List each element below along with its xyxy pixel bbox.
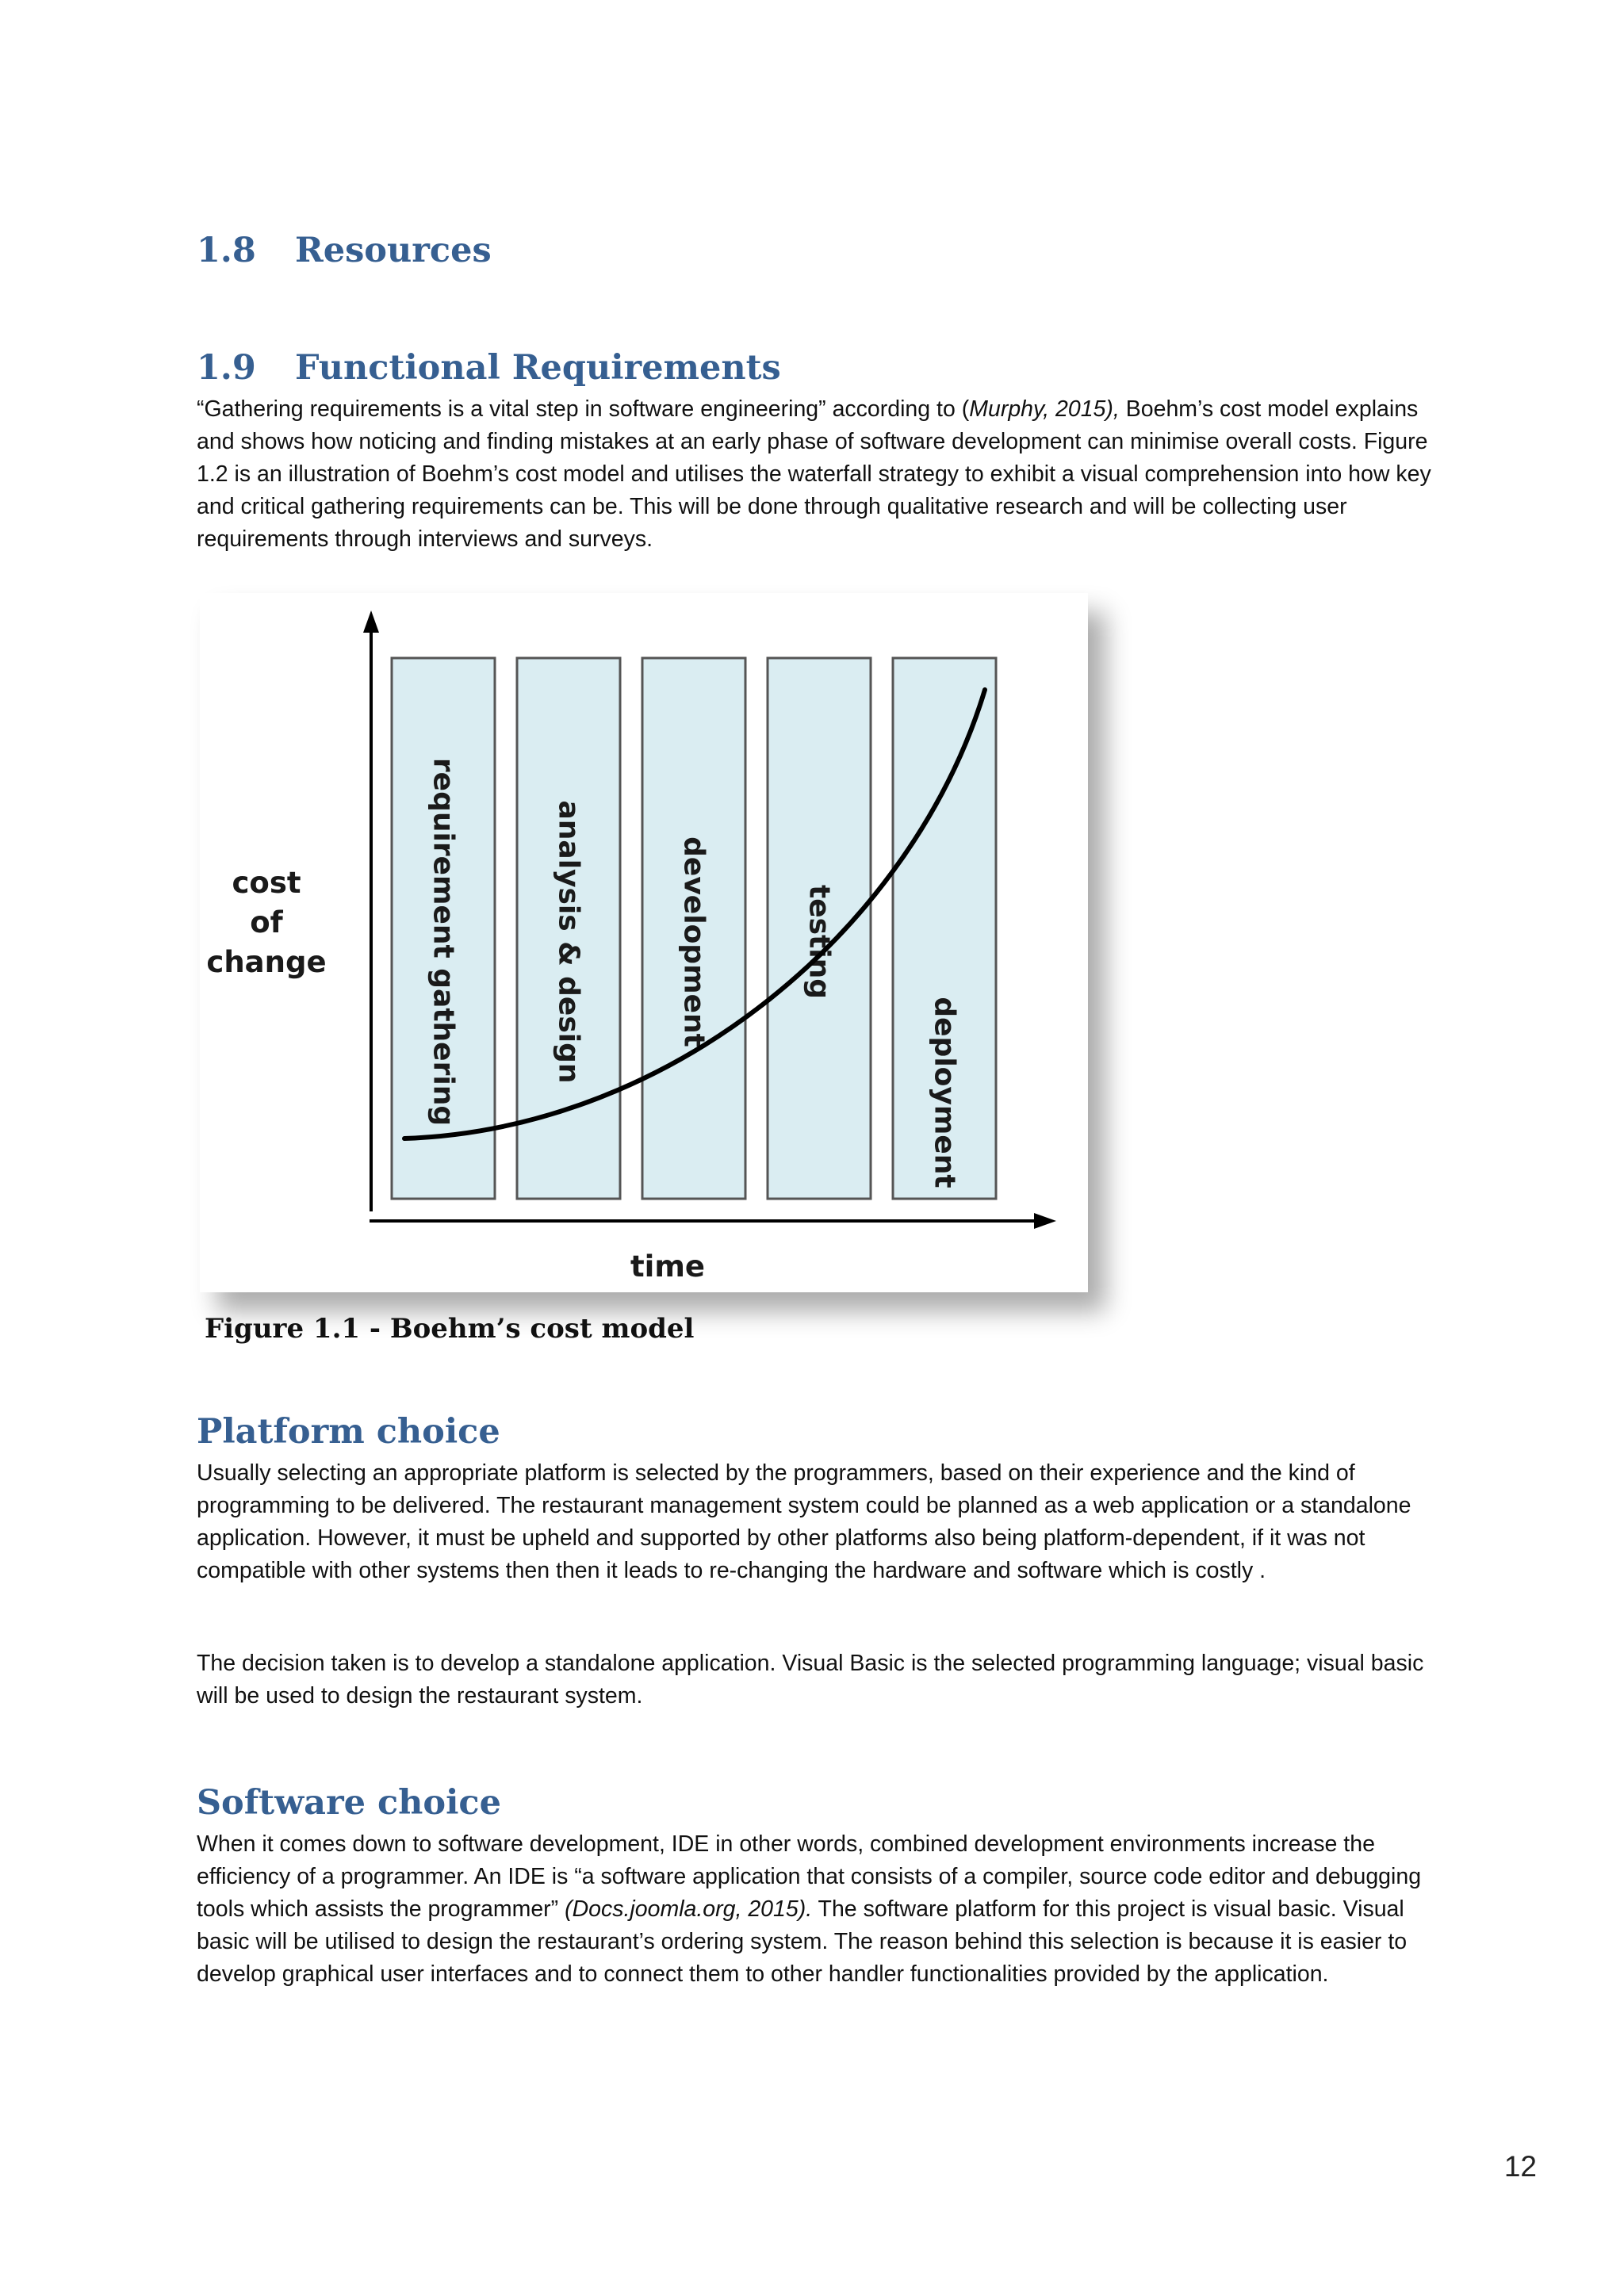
section-title: Resources — [295, 231, 492, 270]
section-title: Software choice — [197, 1783, 501, 1823]
y-axis-label-line: change — [206, 945, 327, 979]
section-heading-resources — [197, 230, 492, 271]
phase-label: deployment — [928, 997, 961, 1188]
paragraph-text: When it comes down to software development, IDE in other words, combined development environments increase the efficiency of a programmer. An IDE is “a software application that consists of a compiler, source code editor and debugging tools which assists the programmer” — [197, 1831, 1422, 1922]
y-axis-arrowhead — [363, 610, 379, 633]
figure-caption: Figure 1.1 - Boehm’s cost model — [205, 1313, 695, 1345]
software-choice-paragraph — [197, 1828, 1450, 1991]
y-axis-label-line: cost — [232, 866, 301, 900]
paragraph-text: The software platform for this project is visual basic. Visual basic will be utilised to design the restaurant’s ordering system. The reason behind this selection is because it is easier to develop graphical user interfaces and to connect them to other handler functionalities provided by the application. — [197, 1896, 1408, 1987]
cost-model-diagram — [200, 593, 1088, 1292]
x-axis-arrowhead — [1034, 1213, 1056, 1229]
phase-column — [642, 658, 745, 1199]
citation: (Docs.joomla.org, 2015). — [565, 1896, 813, 1922]
y-axis-label-line: of — [250, 905, 283, 939]
x-axis-label: time — [630, 1249, 706, 1284]
section-number: 1.9 — [197, 348, 256, 388]
boehm-cost-model-figure — [200, 593, 1088, 1292]
phase-label: requirement gathering — [427, 757, 460, 1127]
section-heading-platform-choice — [197, 1411, 500, 1452]
page-number: 12 — [1503, 2150, 1537, 2183]
phase-column — [392, 658, 495, 1199]
section-heading-software-choice — [197, 1782, 501, 1823]
section-title: Functional Requirements — [295, 348, 781, 388]
section-heading-functional-requirements — [197, 347, 781, 388]
paragraph-text: Boehm’s cost model explains and shows how noticing and finding mistakes at an early phase of software development can minimise overall costs. Figure 1.2 is an illustration of Boehm’s cost model and utilises the waterfall strategy to exhibit a visual comprehension into how key and critical gathering requirements can be. This will be done through qualitative research and will be collecting user requirements through interviews and surveys. — [197, 396, 1431, 552]
platform-choice-paragraph: Usually selecting an appropriate platform is selected by the programmers, based on their experience and the kind of programming to be delivered. The restaurant management system could be planned as a web application or a standalone application. However, it must be upheld and supported by other platforms also being platform-dependent, if it was not compatible with other systems then then it leads to re-changing the hardware and software which is costly . — [197, 1460, 1411, 1583]
functional-requirements-paragraph — [197, 393, 1450, 556]
paragraph-text: “Gathering requirements is a vital step in software engineering” according to ( — [197, 396, 970, 422]
section-title: Platform choice — [197, 1412, 500, 1452]
citation: Murphy, 2015), — [969, 396, 1120, 422]
phase-label: analysis & design — [552, 800, 585, 1084]
platform-decision-paragraph: The decision taken is to develop a standalone application. Visual Basic is the selected programming language; visual basic will be used to design the restaurant system. — [197, 1651, 1424, 1709]
phase-column — [893, 658, 996, 1199]
phase-label: testing — [802, 885, 836, 999]
section-number: 1.8 — [197, 231, 256, 270]
phase-column — [768, 658, 871, 1199]
phase-label: development — [677, 836, 710, 1047]
